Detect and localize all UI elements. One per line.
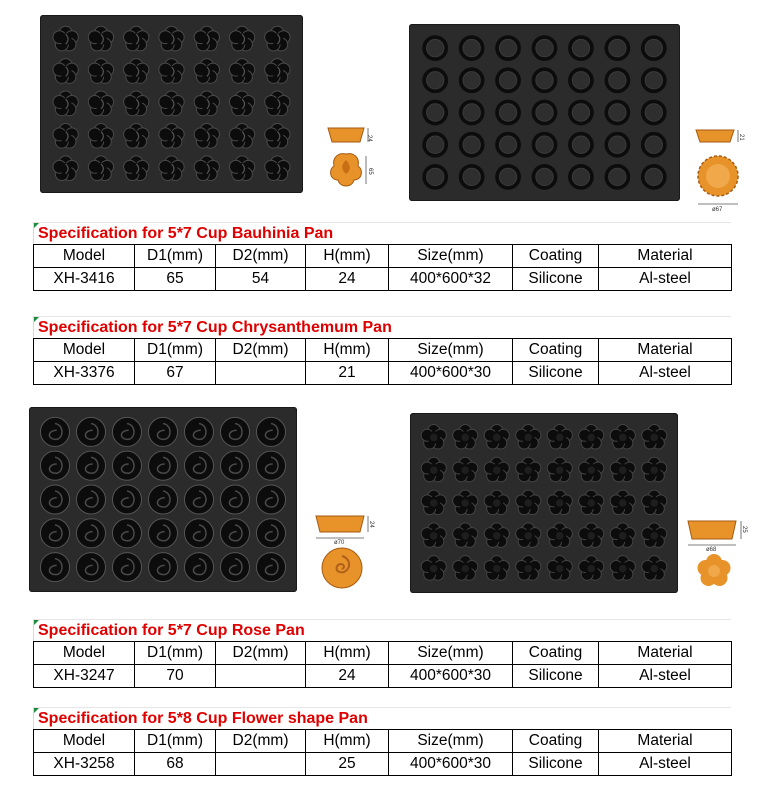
bauhinia-cake-diagram bbox=[320, 122, 380, 197]
bauhinia-cup bbox=[159, 59, 184, 84]
bauhinia-cup bbox=[229, 156, 254, 181]
header-cell: Model bbox=[34, 642, 135, 665]
flower-cup bbox=[579, 523, 604, 548]
d1-cell: 68 bbox=[135, 753, 216, 776]
rose-cup bbox=[76, 451, 105, 480]
material-cell: Al-steel bbox=[599, 665, 732, 688]
bauhinia-cup bbox=[229, 123, 254, 148]
spec-title: Specification for 5*7 Cup Rose Pan bbox=[33, 619, 731, 641]
chrysanthemum-cup bbox=[459, 164, 485, 190]
flower-pan-cups bbox=[410, 413, 678, 593]
bauhinia-cup bbox=[53, 91, 78, 116]
bauhinia-cup bbox=[88, 59, 113, 84]
bauhinia-cup bbox=[53, 59, 78, 84]
chrysanthemum-cup bbox=[422, 35, 448, 61]
flower-cup bbox=[453, 424, 478, 449]
rose-cup bbox=[112, 417, 141, 446]
header-cell: D1(mm) bbox=[135, 245, 216, 268]
flower-pan-image bbox=[410, 413, 678, 593]
rose-cup bbox=[220, 417, 249, 446]
flower-cup bbox=[642, 457, 667, 482]
d1-cell: 70 bbox=[135, 665, 216, 688]
rose-cup bbox=[148, 485, 177, 514]
header-cell: D1(mm) bbox=[135, 339, 216, 362]
rose-cup bbox=[184, 485, 213, 514]
header-cell: Model bbox=[34, 245, 135, 268]
header-cell: Coating bbox=[513, 730, 599, 753]
flower-cup bbox=[579, 424, 604, 449]
header-cell: Material bbox=[599, 245, 732, 268]
header-cell: H(mm) bbox=[306, 730, 389, 753]
rose-cup bbox=[112, 519, 141, 548]
flower-cup bbox=[516, 556, 541, 581]
chrysanthemum-cup bbox=[641, 164, 667, 190]
flower-cup bbox=[579, 457, 604, 482]
flower-cake-diagram bbox=[686, 517, 756, 589]
material-cell: Al-steel bbox=[599, 362, 732, 385]
header-cell: H(mm) bbox=[306, 339, 389, 362]
chrysanthemum-height-dim: 21 bbox=[738, 134, 744, 141]
flower-diameter-dim: ø68 bbox=[706, 547, 717, 553]
flower-cup bbox=[642, 490, 667, 515]
flower-cup bbox=[484, 523, 509, 548]
bauhinia-cup bbox=[265, 156, 290, 181]
chrysanthemum-cup bbox=[604, 132, 630, 158]
rose-cup bbox=[148, 553, 177, 582]
chrysanthemum-pan-image bbox=[409, 24, 680, 201]
bauhinia-side-profile bbox=[328, 128, 364, 142]
header-cell: D2(mm) bbox=[216, 245, 306, 268]
spec-title: Specification for 5*8 Cup Flower shape Pan bbox=[33, 707, 731, 729]
header-cell: D2(mm) bbox=[216, 339, 306, 362]
chrysanthemum-cake-diagram bbox=[690, 124, 750, 214]
bauhinia-cup bbox=[265, 91, 290, 116]
flower-top-view bbox=[698, 554, 731, 586]
flower-cup bbox=[642, 424, 667, 449]
header-row bbox=[34, 339, 732, 362]
rose-cup bbox=[184, 451, 213, 480]
chrysanthemum-cup bbox=[495, 35, 521, 61]
chrysanthemum-cup bbox=[422, 67, 448, 93]
rose-pan-image bbox=[29, 407, 297, 592]
rose-cup bbox=[40, 485, 69, 514]
chrysanthemum-cup bbox=[495, 164, 521, 190]
header-cell: Coating bbox=[513, 339, 599, 362]
header-cell: D1(mm) bbox=[135, 642, 216, 665]
flower-cup bbox=[484, 457, 509, 482]
chrysanthemum-cup bbox=[532, 100, 558, 126]
flower-cup bbox=[547, 490, 572, 515]
header-cell: Model bbox=[34, 730, 135, 753]
header-cell: H(mm) bbox=[306, 642, 389, 665]
chrysanthemum-cup bbox=[459, 132, 485, 158]
bauhinia-cup bbox=[229, 91, 254, 116]
flower-cup bbox=[610, 457, 635, 482]
size-cell: 400*600*32 bbox=[389, 268, 513, 291]
rose-cup bbox=[184, 417, 213, 446]
rose-cup bbox=[220, 485, 249, 514]
flower-cup bbox=[547, 556, 572, 581]
model-cell: XH-3247 bbox=[34, 665, 135, 688]
flower-cup bbox=[642, 523, 667, 548]
flower-cup bbox=[516, 457, 541, 482]
header-cell: Size(mm) bbox=[389, 245, 513, 268]
rose-cup bbox=[184, 519, 213, 548]
spec-title: Specification for 5*7 Cup Chrysanthemum Pan bbox=[33, 316, 731, 338]
d2-cell bbox=[216, 362, 306, 385]
flower-cup bbox=[642, 556, 667, 581]
flower-cup bbox=[516, 424, 541, 449]
flower-cup bbox=[547, 424, 572, 449]
flower-cup bbox=[547, 523, 572, 548]
rose-cup bbox=[256, 417, 285, 446]
header-cell: D2(mm) bbox=[216, 642, 306, 665]
flower-cup bbox=[579, 556, 604, 581]
bauhinia-cup bbox=[265, 123, 290, 148]
rose-cup bbox=[40, 519, 69, 548]
header-cell: D1(mm) bbox=[135, 730, 216, 753]
rose-height-dim: 24 bbox=[368, 521, 374, 528]
rose-cup bbox=[40, 417, 69, 446]
chrysanthemum-cup bbox=[604, 100, 630, 126]
bauhinia-cup bbox=[53, 26, 78, 51]
chrysanthemum-cup bbox=[532, 35, 558, 61]
rose-pan-cups bbox=[29, 407, 297, 592]
chrysanthemum-cup bbox=[532, 164, 558, 190]
chrysanthemum-cup bbox=[532, 67, 558, 93]
rose-diameter-dim: ø70 bbox=[334, 540, 345, 546]
rose-cup bbox=[76, 417, 105, 446]
chrysanthemum-cup bbox=[604, 164, 630, 190]
flower-cup bbox=[421, 556, 446, 581]
rose-cup bbox=[40, 553, 69, 582]
material-cell: Al-steel bbox=[599, 268, 732, 291]
flower-cup bbox=[453, 556, 478, 581]
header-cell: Size(mm) bbox=[389, 730, 513, 753]
flower-cup bbox=[484, 490, 509, 515]
flower-cup bbox=[610, 556, 635, 581]
chrysanthemum-cup bbox=[641, 132, 667, 158]
rose-cup bbox=[256, 451, 285, 480]
table-row bbox=[34, 753, 732, 776]
bauhinia-cup bbox=[53, 123, 78, 148]
coating-cell: Silicone bbox=[513, 362, 599, 385]
h-cell: 24 bbox=[306, 268, 389, 291]
bauhinia-cup bbox=[88, 91, 113, 116]
flower-height-dim: 25 bbox=[741, 526, 747, 533]
bauhinia-cup bbox=[124, 156, 149, 181]
bauhinia-cup bbox=[159, 91, 184, 116]
rose-cup bbox=[256, 519, 285, 548]
table-row bbox=[34, 268, 732, 291]
chrysanthemum-cup bbox=[459, 67, 485, 93]
flower-cup bbox=[484, 424, 509, 449]
header-row bbox=[34, 245, 732, 268]
h-cell: 21 bbox=[306, 362, 389, 385]
chrysanthemum-cup bbox=[532, 132, 558, 158]
bauhinia-pan-image bbox=[40, 15, 303, 193]
coating-cell: Silicone bbox=[513, 665, 599, 688]
header-cell: Material bbox=[599, 642, 732, 665]
bauhinia-pan-cups bbox=[40, 15, 303, 193]
chrysanthemum-cup bbox=[495, 67, 521, 93]
rose-cup bbox=[112, 553, 141, 582]
chrysanthemum-cup bbox=[568, 67, 594, 93]
chrysanthemum-cup bbox=[568, 35, 594, 61]
coating-cell: Silicone bbox=[513, 753, 599, 776]
chrysanthemum-cup bbox=[604, 35, 630, 61]
rose-cup bbox=[148, 417, 177, 446]
spec-table-chrysanthemum bbox=[33, 316, 731, 385]
bauhinia-cup bbox=[265, 26, 290, 51]
size-cell: 400*600*30 bbox=[389, 362, 513, 385]
bauhinia-diameter-dim: 65 bbox=[367, 168, 373, 175]
bauhinia-cup bbox=[53, 156, 78, 181]
flower-cup bbox=[610, 424, 635, 449]
bauhinia-cup bbox=[124, 26, 149, 51]
model-cell: XH-3416 bbox=[34, 268, 135, 291]
bauhinia-cup bbox=[124, 91, 149, 116]
chrysanthemum-cup bbox=[641, 67, 667, 93]
d1-cell: 65 bbox=[135, 268, 216, 291]
header-cell: Coating bbox=[513, 245, 599, 268]
flower-cup bbox=[421, 490, 446, 515]
flower-cup bbox=[516, 523, 541, 548]
flower-cup bbox=[421, 523, 446, 548]
header-cell: Size(mm) bbox=[389, 642, 513, 665]
spec-table-flower bbox=[33, 707, 731, 776]
bauhinia-cup bbox=[194, 123, 219, 148]
flower-cup bbox=[579, 490, 604, 515]
header-cell: H(mm) bbox=[306, 245, 389, 268]
chrysanthemum-cup bbox=[459, 35, 485, 61]
rose-cup bbox=[184, 553, 213, 582]
d2-cell bbox=[216, 665, 306, 688]
header-row bbox=[34, 642, 732, 665]
d2-cell bbox=[216, 753, 306, 776]
chrysanthemum-cup bbox=[495, 132, 521, 158]
d1-cell: 67 bbox=[135, 362, 216, 385]
size-cell: 400*600*30 bbox=[389, 753, 513, 776]
header-cell: Size(mm) bbox=[389, 339, 513, 362]
table-row bbox=[34, 665, 732, 688]
chrysanthemum-cup bbox=[568, 100, 594, 126]
rose-cup bbox=[40, 451, 69, 480]
bauhinia-cup bbox=[194, 156, 219, 181]
rose-cup bbox=[148, 519, 177, 548]
chrysanthemum-side-profile bbox=[696, 130, 734, 142]
chrysanthemum-cup bbox=[604, 67, 630, 93]
chrysanthemum-diameter-dim: ø67 bbox=[712, 207, 723, 213]
flower-cup bbox=[516, 490, 541, 515]
chrysanthemum-cup bbox=[495, 100, 521, 126]
rose-cup bbox=[76, 553, 105, 582]
h-cell: 24 bbox=[306, 665, 389, 688]
bauhinia-cup bbox=[159, 156, 184, 181]
flower-cup bbox=[453, 457, 478, 482]
flower-cup bbox=[610, 523, 635, 548]
bauhinia-cup bbox=[159, 123, 184, 148]
rose-cup bbox=[256, 485, 285, 514]
rose-cup bbox=[220, 519, 249, 548]
chrysanthemum-cup bbox=[641, 35, 667, 61]
flower-cup bbox=[610, 490, 635, 515]
chrysanthemum-cup bbox=[568, 132, 594, 158]
flower-cup bbox=[453, 523, 478, 548]
material-cell: Al-steel bbox=[599, 753, 732, 776]
rose-side-profile bbox=[316, 516, 364, 532]
model-cell: XH-3376 bbox=[34, 362, 135, 385]
rose-cup bbox=[148, 451, 177, 480]
size-cell: 400*600*30 bbox=[389, 665, 513, 688]
chrysanthemum-cup bbox=[641, 100, 667, 126]
spec-table-rose bbox=[33, 619, 731, 688]
chrysanthemum-pan-cups bbox=[409, 24, 680, 201]
bauhinia-cup bbox=[265, 59, 290, 84]
rose-cup bbox=[220, 451, 249, 480]
header-row bbox=[34, 730, 732, 753]
bauhinia-cup bbox=[88, 26, 113, 51]
table-row bbox=[34, 362, 732, 385]
bauhinia-cup bbox=[159, 26, 184, 51]
header-cell: Material bbox=[599, 730, 732, 753]
rose-cup bbox=[76, 485, 105, 514]
rose-cake-diagram bbox=[312, 512, 382, 592]
rose-cup bbox=[76, 519, 105, 548]
spec-title: Specification for 5*7 Cup Bauhinia Pan bbox=[33, 222, 731, 244]
flower-cup bbox=[421, 457, 446, 482]
bauhinia-height-dim: 24 bbox=[366, 135, 372, 142]
bauhinia-cup bbox=[88, 123, 113, 148]
model-cell: XH-3258 bbox=[34, 753, 135, 776]
coating-cell: Silicone bbox=[513, 268, 599, 291]
header-cell: Model bbox=[34, 339, 135, 362]
flower-cup bbox=[484, 556, 509, 581]
header-cell: Coating bbox=[513, 642, 599, 665]
bauhinia-cup bbox=[88, 156, 113, 181]
d2-cell: 54 bbox=[216, 268, 306, 291]
bauhinia-cup bbox=[124, 59, 149, 84]
chrysanthemum-cup bbox=[422, 132, 448, 158]
h-cell: 25 bbox=[306, 753, 389, 776]
bauhinia-cup bbox=[194, 91, 219, 116]
bauhinia-cup bbox=[124, 123, 149, 148]
header-cell: Material bbox=[599, 339, 732, 362]
flower-side-profile bbox=[688, 521, 736, 539]
chrysanthemum-cup bbox=[422, 164, 448, 190]
bauhinia-cup bbox=[229, 26, 254, 51]
rose-cup bbox=[256, 553, 285, 582]
spec-table-bauhinia bbox=[33, 222, 731, 291]
flower-cup bbox=[421, 424, 446, 449]
bauhinia-cup bbox=[194, 59, 219, 84]
chrysanthemum-cup bbox=[422, 100, 448, 126]
rose-cup bbox=[220, 553, 249, 582]
rose-cup bbox=[112, 485, 141, 514]
bauhinia-cup bbox=[194, 26, 219, 51]
flower-cup bbox=[547, 457, 572, 482]
flower-cup bbox=[453, 490, 478, 515]
chrysanthemum-cup bbox=[568, 164, 594, 190]
bauhinia-cup bbox=[229, 59, 254, 84]
rose-cup bbox=[112, 451, 141, 480]
chrysanthemum-cup bbox=[459, 100, 485, 126]
header-cell: D2(mm) bbox=[216, 730, 306, 753]
